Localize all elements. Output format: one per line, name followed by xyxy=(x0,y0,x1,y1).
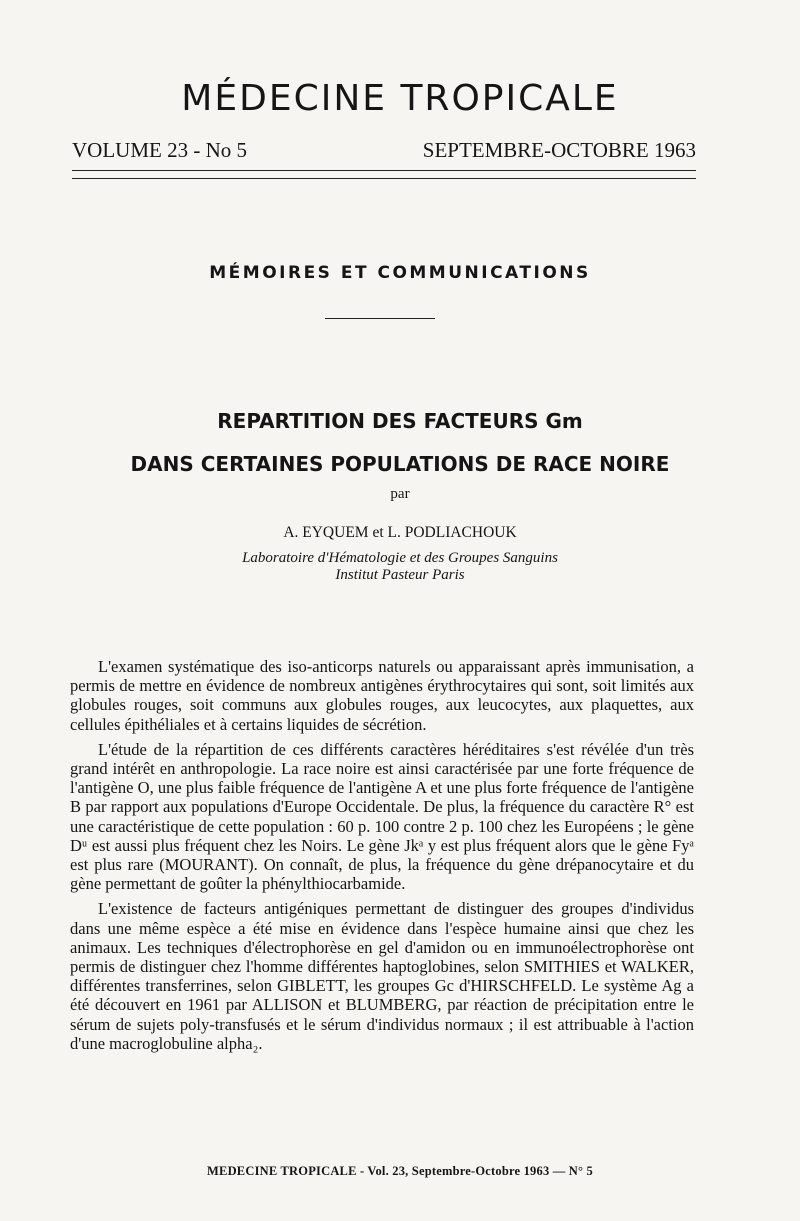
affiliation-line-2: Institut Pasteur Paris xyxy=(335,567,465,583)
journal-title: MÉDECINE TROPICALE xyxy=(181,78,619,119)
paragraph-3: L'existence de facteurs antigéniques permettant de distinguer des groupes d'individus dans une même espèce a été mise en évidence dans l'espèce humaine ainsi que chez les animaux. Les techniques d'électrophorèse en gel d'amidon ou en immunoélectrophorèse ont permis de distinguer chez l'homme différentes haptoglobines, selon SMITHIES et WALKER, différentes transferrines, selon GIBLETT, les groupes Gc d'HIRSCHFELD. Le système Ag a été découvert en 1961 par ALLISON et BLUMBERG, par réaction de précipitation entre le sérum de sujets poly-transfusés et le sérum d'individus normaux ; il est attribuable à l'action d'une macroglobuline alpha₂. xyxy=(70,899,694,1053)
page-footer: MEDECINE TROPICALE - Vol. 23, Septembre-Octobre 1963 — N° 5 xyxy=(207,1164,593,1178)
paragraph-2: L'étude de la répartition de ces différents caractères héréditaires s'est révélée d'un très grand intérêt en anthropologie. La race noire est ainsi caractérisée par une forte fréquence de l'antigène O, une plus faible fréquence de l'antigène A et une plus forte fréquence de l'antigène B par rapport aux populations d'Europe Occidentale. De plus, la fréquence du caractère R° est une caractéristique de cette population : 60 p. 100 contre 2 p. 100 chez les Européens ; le gène Dᵘ est aussi plus fréquent chez les Noirs. Le gène Jkᵃ y est plus fréquent alors que le gène Fyᵃ est plus rare (MOURANT). On connaît, de plus, la fréquence du gène drépanocytaire et du gène permettant de goûter la phénylthiocarbamide. xyxy=(70,739,694,894)
article-title-line-2: DANS CERTAINES POPULATIONS DE RACE NOIRE xyxy=(130,452,670,476)
article-title xyxy=(40,400,760,486)
header-double-rule xyxy=(72,170,696,179)
affiliation-line-1: Laboratoire d'Hématologie et des Groupes Sanguins xyxy=(242,550,558,566)
affiliation xyxy=(0,550,800,584)
section-divider xyxy=(325,318,435,319)
section-heading: MÉMOIRES ET COMMUNICATIONS xyxy=(209,263,591,283)
volume-number: VOLUME 23 - No 5 xyxy=(72,138,247,162)
authors: A. EYQUEM et L. PODLIACHOUK xyxy=(283,524,517,541)
issue-line xyxy=(72,138,696,163)
byline-par: par xyxy=(390,486,410,502)
article-title-line-1: REPARTITION DES FACTEURS Gm xyxy=(217,409,583,433)
issue-date: SEPTEMBRE-OCTOBRE 1963 xyxy=(422,138,696,162)
paragraph-1: L'examen systématique des iso-anticorps naturels ou apparaissant après immunisation, a permis de mettre en évidence de nombreux antigènes érythrocytaires qui sont, soit limités aux globules rouges, soit communs aux globules rouges, aux leucocytes, aux plaquettes, aux cellules épithéliales et à certains liquides de sécrétion. xyxy=(70,657,694,734)
article-body xyxy=(70,657,694,1059)
